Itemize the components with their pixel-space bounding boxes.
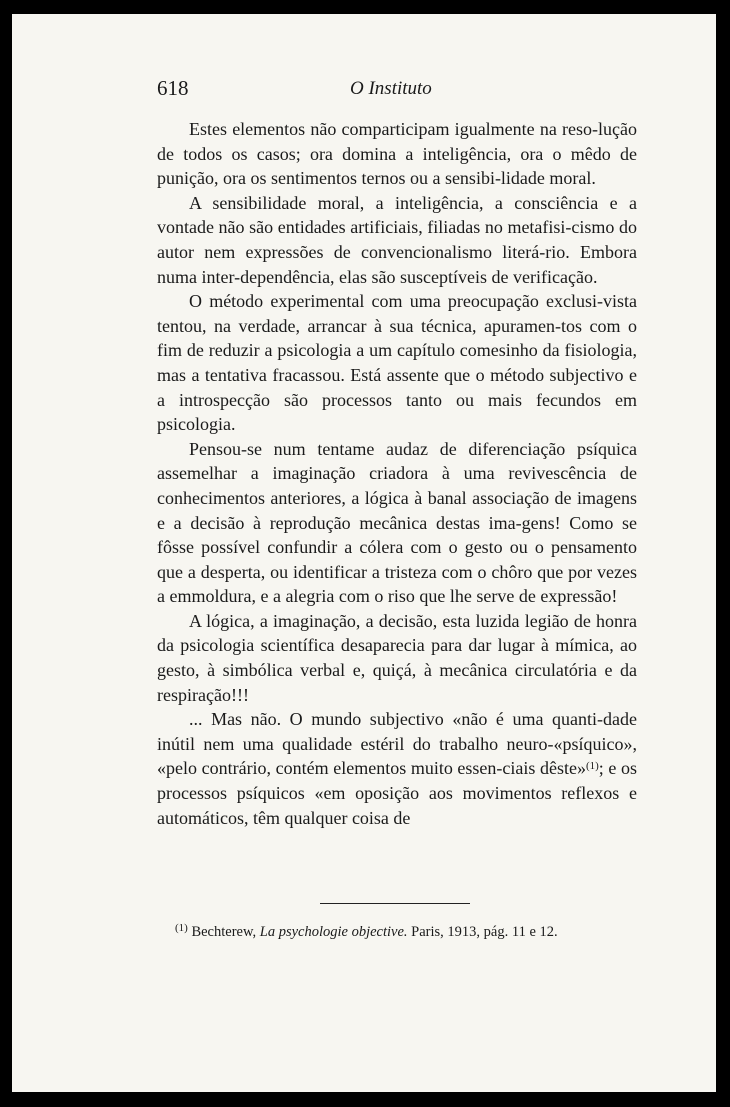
footnote-marker: (1) [175,922,188,934]
paragraph: O método experimental com uma preocupação exclusi-vista tentou, na verdade, arrancar à sua técnica, apuramen-tos com o fim de reduzir a psicologia a um capítulo comesinho da fisiologia, mas a tentativa fracassou. Está assente que o método subjectivo e a introspecção são processos tanto ou mais fecundos em psicologia. [157,291,637,435]
running-title: O Instituto [350,78,432,99]
footnote [175,924,645,941]
paragraph: Estes elementos não comparticipam igualmente na reso-lução de todos os casos; ora domina a inteligência, ora o mêdo de punição, ora os sentimentos ternos ou a sensibi-lidade moral. [157,119,637,189]
paragraph: A lógica, a imaginação, a decisão, esta luzida legião de honra da psicologia scientífica desaparecia para dar lugar à mímica, ao gesto, à simbólica verbal e, quiçá, à mecânica circulatória e da respiração!!! [157,610,637,705]
paragraph: A sensibilidade moral, a inteligência, a consciência e a vontade não são entidades artificiais, filiadas no metafisi-cismo do autor nem expressões de convencionalismo literá-rio. Embora numa inter-dependência, elas são susceptíveis de verificação. [157,192,637,287]
footnote-divider [320,903,470,904]
page-number: 618 [157,76,189,100]
body-text [157,117,637,830]
book-page [12,14,716,1092]
footnote-details: Paris, 1913, pág. 11 e 12. [411,924,558,940]
footnote-title: La psychologie objective. [259,924,408,940]
footnote-author: Bechterew, [191,924,257,940]
paragraph [157,707,637,830]
footnote-reference: (1) [585,760,599,773]
paragraph: Pensou-se num tentame audaz de diferenciação psíquica assemelhar a imaginação criadora à uma revivescência de conhecimentos anteriores, a lógica à banal associação de imagens e a decisão à reprodução mecânica destas ima-gens! Como se fôsse possível confundir a cólera com o gesto ou o pensamento que a desperta, ou identificar a tristeza com o chôro que por vezes a emmoldura, e a alegria com o riso que lhe serve de expressão! [157,438,637,607]
paragraph-text: ... Mas não. O mundo subjectivo «não é uma quanti-dade inútil nem uma qualidade estéril do trabalho neuro-«psíquico», «pelo contrário, contém elementos muito essen-ciais dêste» [157,709,637,779]
paragraph-text: ; e os processos psíquicos «em oposição aos movimentos reflexos e automáticos, têm qualquer coisa de [157,758,637,828]
